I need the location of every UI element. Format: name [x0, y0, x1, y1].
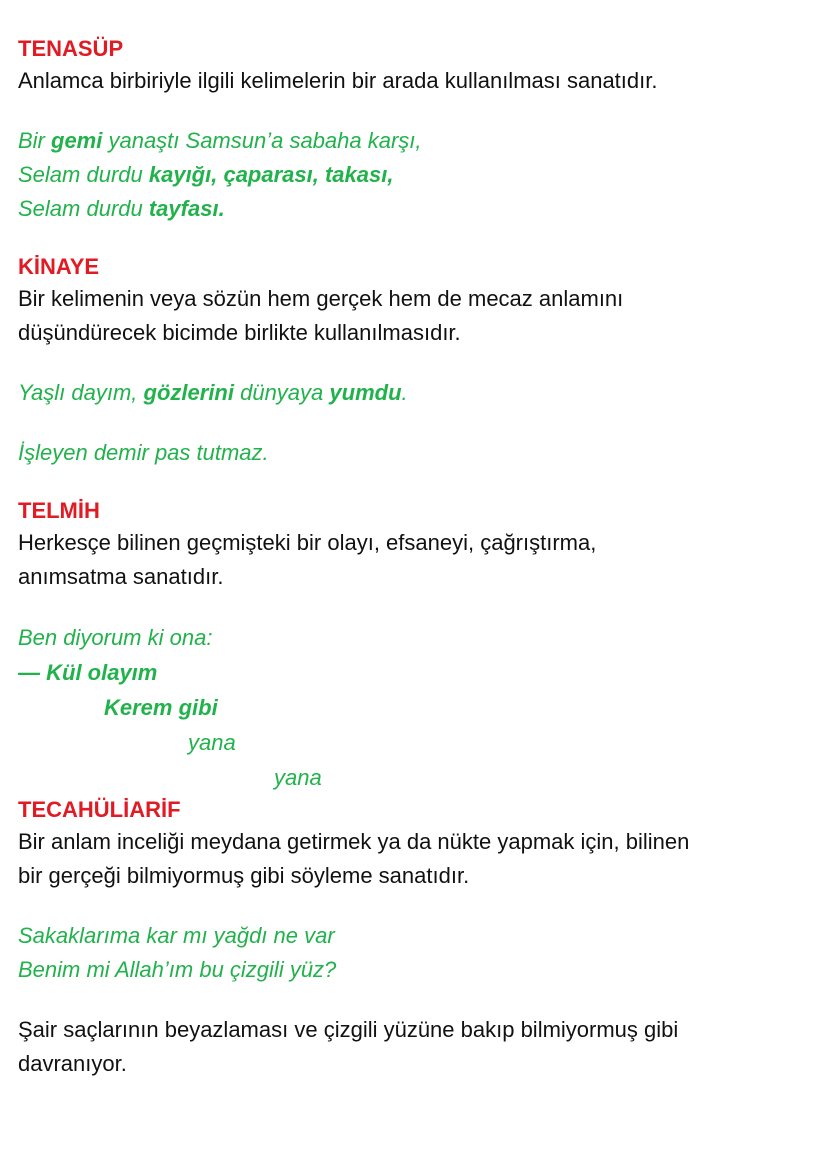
document-page	[18, 34, 818, 1081]
definition-line: Herkesçe bilinen geçmişteki bir olayı, efsaneyi, çağrıştırma,	[18, 530, 597, 555]
definition: Anlamca birbiriyle ilgili kelimelerin bir arada kullanılması sanatıdır.	[18, 68, 658, 93]
emphasis: kayığı, çaparası, takası,	[148, 162, 394, 187]
definition-line: Bir anlam inceliği meydana getirmek ya da nükte yapmak için, bilinen	[18, 829, 690, 854]
emphasis: yumdu	[329, 380, 402, 405]
example-line: Benim mi Allah’ım bu çizgili yüz?	[18, 957, 337, 982]
example-line: Selam durdu tayfası.	[18, 196, 225, 221]
section-title: KİNAYE	[18, 254, 100, 279]
example-line: Yaşlı dayım, gözlerini dünyaya yumdu.	[18, 380, 408, 405]
definition-line: Bir kelimenin veya sözün hem gerçek hem de mecaz anlamını	[18, 286, 624, 311]
example-line: Bir gemi yanaştı Samsun’a sabaha karşı,	[18, 128, 422, 153]
emphasis: gemi	[51, 128, 103, 153]
poem-line: yana	[188, 730, 236, 755]
poem-line: yana	[274, 765, 322, 790]
poem-line: Kerem gibi	[104, 695, 218, 720]
definition-line: anımsatma sanatıdır.	[18, 564, 224, 589]
explanation-line: davranıyor.	[18, 1051, 127, 1076]
explanation-line: Şair saçlarının beyazlaması ve çizgili yüzüne bakıp bilmiyormuş gibi	[18, 1017, 679, 1042]
poem-line: Ben diyorum ki ona:	[18, 625, 213, 650]
emphasis: gözlerini	[143, 380, 234, 405]
section-tenasup	[18, 34, 818, 226]
emphasis: tayfası.	[148, 196, 225, 221]
section-title: TELMİH	[18, 498, 100, 523]
section-tecahuliarif	[18, 795, 818, 1081]
example-line: İşleyen demir pas tutmaz.	[18, 440, 269, 465]
definition-line: bir gerçeği bilmiyormuş gibi söyleme sanatıdır.	[18, 863, 470, 888]
example-line: Sakaklarıma kar mı yağdı ne var	[18, 923, 335, 948]
example-line: Selam durdu kayığı, çaparası, takası,	[18, 162, 394, 187]
section-title: TECAHÜLİARİF	[18, 797, 181, 822]
section-kinaye	[18, 252, 818, 470]
section-title: TENASÜP	[18, 36, 124, 61]
section-telmih	[18, 496, 818, 795]
definition-line: düşündürecek bicimde birlikte kullanılmasıdır.	[18, 320, 461, 345]
poem-line: — Kül olayım	[18, 660, 158, 685]
